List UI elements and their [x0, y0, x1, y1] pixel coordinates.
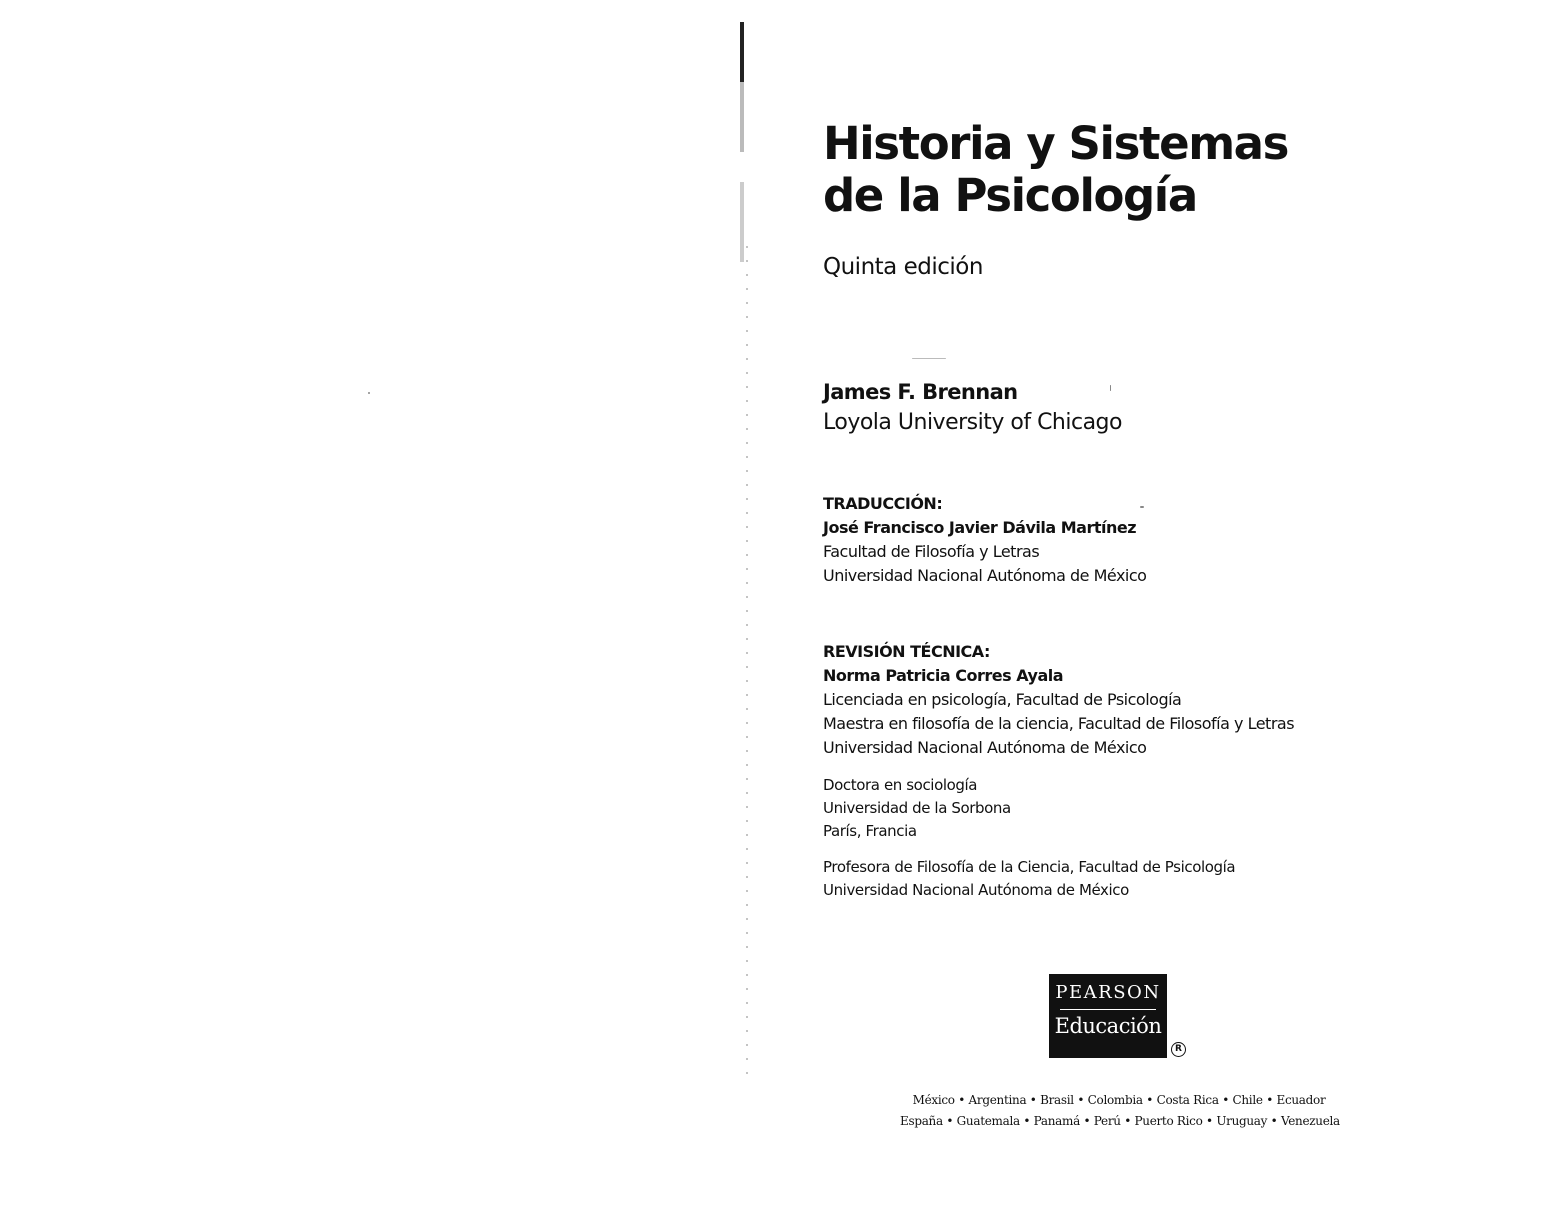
professorship-line: Universidad Nacional Autónoma de México	[823, 881, 1129, 899]
author-name: James F. Brennan	[823, 380, 1018, 404]
translator-affiliation-line: Universidad Nacional Autónoma de México	[823, 566, 1147, 585]
doctorate-line: Doctora en sociología	[823, 776, 978, 794]
reviewer-name: Norma Patricia Corres Ayala	[823, 666, 1064, 685]
doctorate-line: París, Francia	[823, 822, 917, 840]
gutter-dust	[744, 240, 750, 1080]
reviewer-doctorate	[823, 774, 1011, 843]
book-title-line2: de la Psicología	[823, 169, 1197, 222]
reviewer-professorship	[823, 856, 1235, 902]
countries-line: México • Argentina • Brasil • Colombia • Costa Rica • Chile • Ecuador	[912, 1093, 1326, 1107]
publisher-logo	[1049, 974, 1167, 1058]
reviewer-credential-line: Maestra en filosofía de la ciencia, Facultad de Filosofía y Letras	[823, 714, 1295, 733]
translation-heading: TRADUCCIÓN:	[823, 494, 943, 513]
professorship-line: Profesora de Filosofía de la Ciencia, Facultad de Psicología	[823, 858, 1236, 876]
publisher-imprint: Educación	[1054, 1014, 1162, 1038]
publisher-countries	[900, 1090, 1338, 1132]
scan-speck	[368, 392, 370, 394]
registered-trademark-icon: R	[1171, 1042, 1186, 1057]
translator-affiliation-line: Facultad de Filosofía y Letras	[823, 542, 1040, 561]
translation-credits	[823, 492, 1146, 588]
edition-label: Quinta edición	[823, 254, 983, 280]
publisher-brand: PEARSON	[1055, 982, 1161, 1003]
technical-review-credits	[823, 640, 1294, 760]
book-title	[823, 118, 1423, 222]
review-heading: REVISIÓN TÉCNICA:	[823, 642, 990, 661]
scan-speck	[912, 358, 946, 359]
book-title-line1: Historia y Sistemas	[823, 117, 1289, 170]
doctorate-line: Universidad de la Sorbona	[823, 799, 1011, 817]
author-affiliation: Loyola University of Chicago	[823, 410, 1122, 435]
countries-line: España • Guatemala • Panamá • Perú • Puerto Rico • Uruguay • Venezuela	[900, 1114, 1340, 1128]
reviewer-credential-line: Licenciada en psicología, Facultad de Psicología	[823, 690, 1182, 709]
scan-speck	[1110, 385, 1111, 391]
translator-name: José Francisco Javier Dávila Martínez	[823, 518, 1137, 537]
logo-divider	[1060, 1009, 1156, 1010]
reviewer-credential-line: Universidad Nacional Autónoma de México	[823, 738, 1147, 757]
